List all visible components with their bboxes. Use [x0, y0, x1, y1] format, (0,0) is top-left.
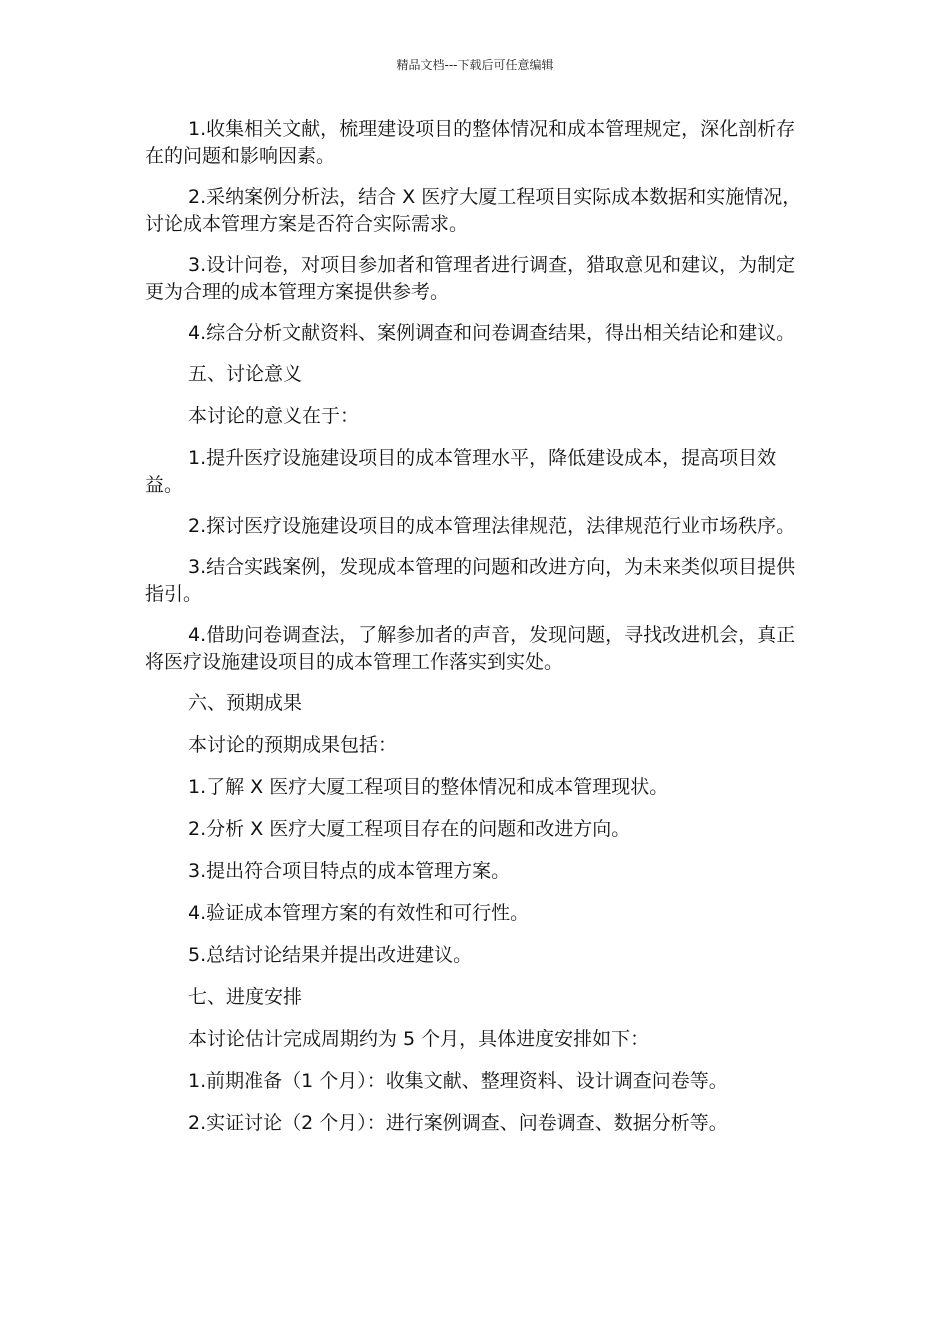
- section-heading-outcomes: 六、预期成果: [188, 692, 303, 714]
- list-item-questionnaire: 3.设计问卷，对项目参加者和管理者进行调查，猎取意见和建议，为制定更为合理的成本管理方案提供参考。: [145, 254, 796, 303]
- section-intro-schedule: 本讨论估计完成周期约为 5 个月，具体进度安排如下：: [188, 1028, 650, 1050]
- list-item-outcome-3: 3.提出符合项目特点的成本管理方案。: [188, 860, 511, 882]
- list-item-outcome-2: 2.分析 X 医疗大厦工程项目存在的问题和改进方向。: [188, 818, 631, 840]
- list-item-outcome-4: 4.验证成本管理方案的有效性和可行性。: [188, 902, 530, 924]
- list-item-significance-2: 2.探讨医疗设施建设项目的成本管理法律规范，法律规范行业市场秩序。: [188, 515, 796, 537]
- list-item-significance-1: 1.提升医疗设施建设项目的成本管理水平，降低建设成本，提高项目效益。: [145, 447, 777, 496]
- section-intro-outcomes: 本讨论的预期成果包括：: [188, 734, 398, 756]
- section-heading-schedule: 七、进度安排: [188, 986, 303, 1008]
- list-item-collect-literature: 1.收集相关文献，梳理建设项目的整体情况和成本管理规定，深化剖析存在的问题和影响因素。: [145, 118, 796, 167]
- page-header: 精品文档---下载后可任意编辑: [396, 58, 554, 72]
- list-item-significance-3: 3.结合实践案例，发现成本管理的问题和改进方向，为未来类似项目提供指引。: [145, 556, 796, 605]
- list-item-schedule-1: 1.前期准备（1 个月）：收集文献、整理资料、设计调查问卷等。: [188, 1070, 728, 1092]
- list-item-case-analysis: 2.采纳案例分析法，结合 X 医疗大厦工程项目实际成本数据和实施情况，讨论成本管理方案是否符合实际需求。: [145, 186, 802, 235]
- section-heading-significance: 五、讨论意义: [188, 363, 303, 385]
- list-item-outcome-1: 1.了解 X 医疗大厦工程项目的整体情况和成本管理现状。: [188, 776, 669, 798]
- section-intro-significance: 本讨论的意义在于：: [188, 405, 360, 427]
- list-item-outcome-5: 5.总结讨论结果并提出改进建议。: [188, 944, 473, 966]
- document-body: [145, 116, 805, 1152]
- list-item-comprehensive-analysis: 4.综合分析文献资料、案例调查和问卷调查结果，得出相关结论和建议。: [188, 322, 796, 344]
- list-item-significance-4: 4.借助问卷调查法，了解参加者的声音，发现问题，寻找改进机会，真正将医疗设施建设项目的成本管理工作落实到实处。: [145, 624, 796, 673]
- list-item-schedule-2: 2.实证讨论（2 个月）：进行案例调查、问卷调查、数据分析等。: [188, 1112, 728, 1134]
